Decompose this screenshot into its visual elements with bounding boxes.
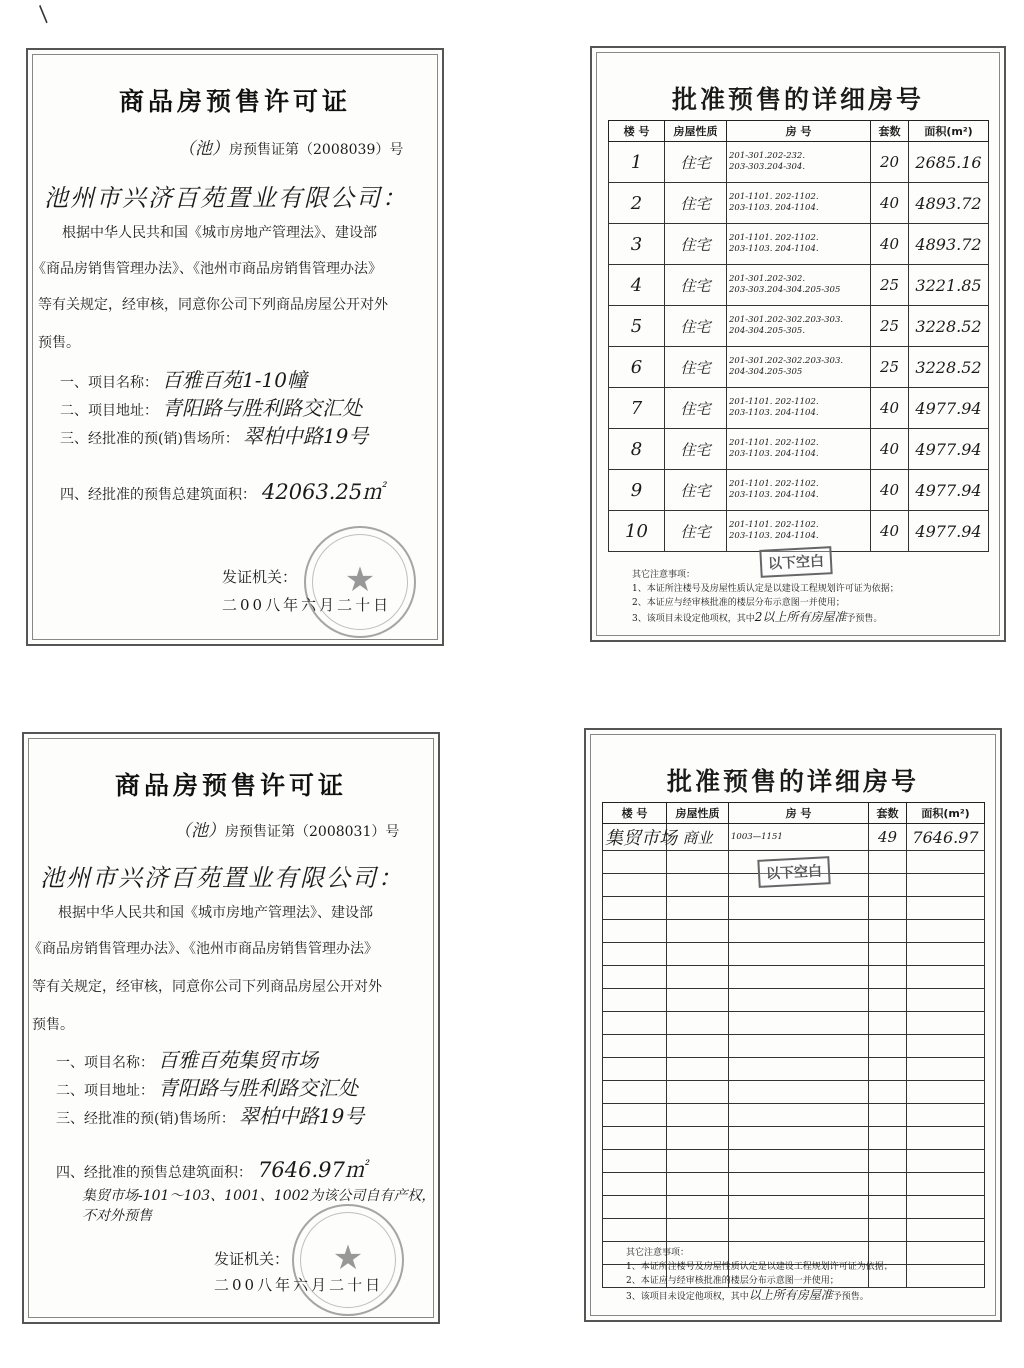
- empty-cell: [729, 1150, 869, 1173]
- table-row: [609, 224, 989, 265]
- total-area-label: 四、经批准的预售总建筑面积：: [56, 1165, 252, 1181]
- empty-table-row: [603, 1219, 985, 1242]
- certificate-number-text: 房预售证第（2008031）号: [225, 824, 400, 840]
- official-seal: [292, 1204, 404, 1316]
- room-range: 201-1101. 202-1102.: [729, 479, 819, 489]
- empty-cell: [667, 851, 729, 874]
- project-name-label: 一、项目名称：: [60, 375, 158, 391]
- issuer-label: 发证机关：: [214, 1250, 290, 1268]
- empty-table-row: [603, 1104, 985, 1127]
- empty-cell: [869, 874, 907, 897]
- notes-block: [632, 568, 899, 626]
- empty-table-row: [603, 1035, 985, 1058]
- empty-table-row: [603, 1150, 985, 1173]
- area-cell: 4977.94: [909, 429, 989, 470]
- empty-cell: [869, 1104, 907, 1127]
- empty-cell: [907, 1196, 985, 1219]
- note-line: 1、本证所注楼号及房屋性质认定是以建设工程规划许可证为依据；: [626, 1262, 893, 1272]
- area-cell: 4977.94: [909, 511, 989, 552]
- note-line-3: [626, 1288, 893, 1304]
- project-name-row: [60, 364, 307, 393]
- certificate-number-prefix: （池）: [178, 139, 229, 159]
- count-cell: 40: [871, 224, 909, 265]
- empty-table-row: [603, 1058, 985, 1081]
- room-range: 201-301.202-302.: [729, 274, 806, 284]
- nature-cell: 住宅: [665, 347, 727, 388]
- room-range: 203-1103. 204-1104.: [729, 408, 819, 418]
- official-seal: [304, 526, 416, 638]
- empty-cell: [907, 1150, 985, 1173]
- rooms-cell: [727, 429, 871, 470]
- empty-cell: [907, 1219, 985, 1242]
- building-cell: 5: [609, 306, 665, 347]
- sales-office-value: 翠柏中路19号: [242, 424, 369, 448]
- room-table-header: [603, 803, 985, 824]
- empty-cell: [667, 1058, 729, 1081]
- rooms-cell: [727, 265, 871, 306]
- notes-block: [626, 1246, 893, 1304]
- empty-cell: [667, 966, 729, 989]
- nature-cell: 住宅: [665, 142, 727, 183]
- count-cell: 25: [871, 265, 909, 306]
- nature-cell: 住宅: [665, 470, 727, 511]
- empty-cell: [729, 920, 869, 943]
- sales-office-row: [60, 420, 368, 449]
- nature-cell: 住宅: [665, 183, 727, 224]
- count-cell: 40: [871, 183, 909, 224]
- room-range: 203-303.204-304.205-305: [729, 285, 841, 295]
- company-name: 池州市兴济百苑置业有限公司：: [40, 864, 404, 892]
- building-cell: 2: [609, 183, 665, 224]
- empty-cell: [603, 1127, 667, 1150]
- room-detail-sheet-2: [584, 728, 1002, 1322]
- area-cell: 4977.94: [909, 470, 989, 511]
- nature-cell: 商业: [667, 824, 729, 851]
- note-line: 2、本证应与经审核批准的楼层分布示意图一并使用；: [626, 1276, 839, 1286]
- rooms-cell: [727, 347, 871, 388]
- empty-cell: [603, 1058, 667, 1081]
- empty-cell: [907, 966, 985, 989]
- empty-cell: [667, 1035, 729, 1058]
- room-range: 201-1101. 202-1102.: [729, 520, 819, 530]
- col-count: 套数: [869, 803, 907, 824]
- empty-table-row: [603, 966, 985, 989]
- building-cell: 3: [609, 224, 665, 265]
- note-handwriting: 以上所有房屋准: [748, 1288, 833, 1302]
- building-cell: 8: [609, 429, 665, 470]
- empty-cell: [907, 1012, 985, 1035]
- empty-cell: [869, 897, 907, 920]
- issuer-label: 发证机关：: [222, 568, 298, 586]
- empty-cell: [907, 1173, 985, 1196]
- empty-cell: [667, 989, 729, 1012]
- empty-table-row: [603, 943, 985, 966]
- project-name-label: 一、项目名称：: [56, 1055, 154, 1071]
- empty-cell: [869, 920, 907, 943]
- count-cell: 20: [871, 142, 909, 183]
- table-row: [609, 265, 989, 306]
- empty-cell: [603, 1196, 667, 1219]
- certificate-title: 商品房预售许可证: [118, 87, 351, 116]
- handwritten-note: 集贸市场-101～103、1001、1002为该公司自有产权，不对外预售: [82, 1188, 436, 1224]
- empty-cell: [729, 1012, 869, 1035]
- col-building: 楼 号: [603, 803, 667, 824]
- certificate-title: 商品房预售许可证: [114, 771, 347, 800]
- nature-cell: 住宅: [665, 511, 727, 552]
- empty-cell: [729, 897, 869, 920]
- empty-cell: [667, 920, 729, 943]
- table-row: [609, 429, 989, 470]
- area-cell: 2685.16: [909, 142, 989, 183]
- count-cell: 25: [871, 347, 909, 388]
- project-address-value: 青阳路与胜利路交汇处: [162, 396, 362, 420]
- empty-table-row: [603, 920, 985, 943]
- area-cell: 4893.72: [909, 183, 989, 224]
- project-address-row: [56, 1072, 358, 1101]
- body-line: 《商品房销售管理办法》、《池州市商品房销售管理办法》: [32, 261, 382, 277]
- area-cell: 4893.72: [909, 224, 989, 265]
- empty-cell: [869, 966, 907, 989]
- total-area-value: 7646.97㎡: [258, 1158, 366, 1182]
- empty-cell: [603, 966, 667, 989]
- empty-cell: [869, 1173, 907, 1196]
- building-cell: 7: [609, 388, 665, 429]
- empty-cell: [729, 1035, 869, 1058]
- empty-cell: [667, 1081, 729, 1104]
- empty-table-row: [603, 897, 985, 920]
- empty-table-row: [603, 1081, 985, 1104]
- empty-cell: [603, 1173, 667, 1196]
- empty-cell: [603, 1012, 667, 1035]
- building-cell: 10: [609, 511, 665, 552]
- empty-cell: [869, 943, 907, 966]
- area-cell: 3228.52: [909, 347, 989, 388]
- empty-cell: [869, 1012, 907, 1035]
- room-detail-title: 批准预售的详细房号: [666, 767, 919, 796]
- total-area-row: [60, 476, 383, 506]
- empty-cell: [603, 1150, 667, 1173]
- table-row: [609, 470, 989, 511]
- empty-table-row: [603, 989, 985, 1012]
- rooms-cell: [727, 224, 871, 265]
- note-line-text: 3、该项目未设定他项权，其中: [626, 1292, 749, 1302]
- certificate-number-text: 房预售证第（2008039）号: [229, 142, 404, 158]
- empty-cell: [667, 1173, 729, 1196]
- body-line: 预售。: [38, 335, 80, 351]
- empty-cell: [869, 1127, 907, 1150]
- seal-star-icon: ★: [332, 1238, 364, 1278]
- area-cell: 7646.97: [907, 824, 985, 851]
- count-cell: 49: [869, 824, 907, 851]
- empty-cell: [603, 897, 667, 920]
- empty-cell: [729, 1081, 869, 1104]
- room-range: 201-301.202-302.203-303.: [729, 315, 844, 325]
- empty-cell: [603, 874, 667, 897]
- room-range: 204-304.205-305.: [729, 326, 806, 336]
- note-line-3: [632, 610, 899, 626]
- col-nature: 房屋性质: [667, 803, 729, 824]
- empty-cell: [907, 1081, 985, 1104]
- room-range: 201-1101. 202-1102.: [729, 438, 819, 448]
- note-line-tail: 予预售。: [846, 614, 883, 624]
- rooms-cell: [727, 183, 871, 224]
- seal-star-icon: ★: [344, 560, 376, 600]
- rooms-cell: [727, 142, 871, 183]
- empty-cell: [729, 943, 869, 966]
- empty-cell: [603, 1081, 667, 1104]
- empty-cell: [603, 943, 667, 966]
- body-line: 等有关规定，经审核，同意你公司下列商品房屋公开对外: [38, 297, 388, 313]
- empty-cell: [907, 1104, 985, 1127]
- area-cell: 4977.94: [909, 388, 989, 429]
- blank-below-stamp: 以下空白: [759, 546, 832, 578]
- room-range: 203-1103. 204-1104.: [729, 449, 819, 459]
- count-cell: 40: [871, 470, 909, 511]
- empty-cell: [907, 874, 985, 897]
- empty-cell: [667, 1127, 729, 1150]
- project-name-value: 百雅百苑集贸市场: [158, 1048, 318, 1072]
- empty-cell: [729, 1127, 869, 1150]
- body-line: 根据中华人民共和国《城市房地产管理法》、建设部: [62, 225, 377, 241]
- room-range: 203-1103. 204-1104.: [729, 531, 819, 541]
- body-line: 预售。: [32, 1017, 74, 1033]
- note-line: 2、本证应与经审核批准的楼层分布示意图一并使用；: [632, 598, 845, 608]
- sales-office-value: 翠柏中路19号: [238, 1104, 365, 1128]
- rooms-cell: [729, 824, 869, 851]
- count-cell: 40: [871, 429, 909, 470]
- nature-cell: 住宅: [665, 265, 727, 306]
- empty-cell: [869, 1150, 907, 1173]
- table-row: [609, 183, 989, 224]
- total-area-value: 42063.25㎡: [262, 480, 384, 504]
- col-area: 面积(m²): [907, 803, 985, 824]
- empty-cell: [667, 1219, 729, 1242]
- count-cell: 25: [871, 306, 909, 347]
- col-area: 面积(m²): [909, 121, 989, 142]
- certificate-number-prefix: （池）: [174, 821, 225, 841]
- col-rooms: 房 号: [729, 803, 869, 824]
- col-nature: 房屋性质: [665, 121, 727, 142]
- project-address-label: 二、项目地址：: [56, 1083, 154, 1099]
- empty-cell: [603, 1104, 667, 1127]
- empty-cell: [869, 1035, 907, 1058]
- project-address-label: 二、项目地址：: [60, 403, 158, 419]
- rooms-cell: [727, 470, 871, 511]
- col-rooms: 房 号: [727, 121, 871, 142]
- empty-cell: [907, 1058, 985, 1081]
- room-detail-title: 批准预售的详细房号: [671, 85, 924, 114]
- empty-cell: [869, 1081, 907, 1104]
- empty-cell: [729, 989, 869, 1012]
- col-building: 楼 号: [609, 121, 665, 142]
- project-address-row: [60, 392, 362, 421]
- body-line: 《商品房销售管理办法》、《池州市商品房销售管理办法》: [28, 941, 378, 957]
- building-cell: 4: [609, 265, 665, 306]
- empty-cell: [907, 851, 985, 874]
- empty-cell: [667, 1196, 729, 1219]
- notes-title: 其它注意事项：: [632, 570, 696, 580]
- building-cell: 6: [609, 347, 665, 388]
- room-range: 204-304.205-305: [729, 367, 803, 377]
- room-range: 201-1101. 202-1102.: [729, 397, 819, 407]
- issue-date: 二00八年六月二十日: [222, 596, 392, 614]
- room-range: 201-301.202-302.203-303.: [729, 356, 844, 366]
- room-range: 203-303.204-304.: [729, 162, 806, 172]
- certificate-number: [174, 816, 399, 841]
- body-line: 根据中华人民共和国《城市房地产管理法》、建设部: [58, 905, 373, 921]
- empty-cell: [667, 874, 729, 897]
- note-handwriting: 2以上所有房屋准: [754, 610, 847, 624]
- issue-date: 二00八年六月二十日: [214, 1276, 384, 1294]
- building-cell: 集贸市场: [603, 824, 667, 851]
- rooms-cell: [727, 511, 871, 552]
- empty-table-row: [603, 1012, 985, 1035]
- note-line-text: 3、该项目未设定他项权，其中: [632, 614, 755, 624]
- scan-pen-mark: /: [32, 2, 55, 27]
- empty-cell: [667, 1012, 729, 1035]
- table-row: [609, 511, 989, 552]
- empty-cell: [869, 1219, 907, 1242]
- nature-cell: 住宅: [665, 224, 727, 265]
- table-row: [609, 347, 989, 388]
- building-cell: 9: [609, 470, 665, 511]
- sales-office-label: 三、经批准的预(销)售场所：: [60, 431, 239, 447]
- empty-cell: [667, 897, 729, 920]
- room-range: 203-1103. 204-1104.: [729, 203, 819, 213]
- count-cell: 40: [871, 388, 909, 429]
- count-cell: 40: [871, 511, 909, 552]
- presale-certificate-2: [22, 732, 440, 1324]
- empty-cell: [907, 1265, 985, 1288]
- empty-table-row: [603, 1196, 985, 1219]
- sales-office-row: [56, 1100, 364, 1129]
- room-table: [608, 120, 989, 552]
- total-area-label: 四、经批准的预售总建筑面积：: [60, 487, 256, 503]
- room-range: 201-1101. 202-1102.: [729, 192, 819, 202]
- room-range: 201-301.202-232.: [729, 151, 806, 161]
- building-cell: 1: [609, 142, 665, 183]
- empty-cell: [603, 989, 667, 1012]
- empty-cell: [907, 920, 985, 943]
- table-row: [609, 388, 989, 429]
- empty-cell: [729, 1058, 869, 1081]
- empty-cell: [907, 943, 985, 966]
- sales-office-label: 三、经批准的预(销)售场所：: [56, 1111, 235, 1127]
- empty-cell: [603, 1219, 667, 1242]
- area-cell: 3221.85: [909, 265, 989, 306]
- note-line: 1、本证所注楼号及房屋性质认定是以建设工程规划许可证为依据；: [632, 584, 899, 594]
- empty-table-row: [603, 1173, 985, 1196]
- empty-cell: [869, 851, 907, 874]
- project-address-value: 青阳路与胜利路交汇处: [158, 1076, 358, 1100]
- room-range: 203-1103. 204-1104.: [729, 490, 819, 500]
- room-range: 201-1101. 202-1102.: [729, 233, 819, 243]
- project-name-value: 百雅百苑1-10幢: [162, 368, 307, 392]
- empty-cell: [907, 897, 985, 920]
- empty-cell: [729, 1219, 869, 1242]
- table-row: [609, 306, 989, 347]
- empty-cell: [907, 1035, 985, 1058]
- room-range: 1003—1151: [731, 831, 783, 842]
- empty-cell: [603, 1035, 667, 1058]
- empty-cell: [729, 966, 869, 989]
- empty-cell: [667, 1104, 729, 1127]
- empty-cell: [869, 1196, 907, 1219]
- empty-cell: [729, 1196, 869, 1219]
- certificate-number: [178, 134, 403, 159]
- empty-cell: [729, 1173, 869, 1196]
- note-line-tail: 予预售。: [832, 1292, 869, 1302]
- empty-cell: [603, 920, 667, 943]
- empty-cell: [667, 943, 729, 966]
- notes-title: 其它注意事项：: [626, 1248, 690, 1258]
- project-name-row: [56, 1044, 318, 1073]
- empty-cell: [729, 1104, 869, 1127]
- room-detail-sheet-1: [590, 46, 1006, 642]
- empty-table-row: [603, 1127, 985, 1150]
- room-range: 203-1103. 204-1104.: [729, 244, 819, 254]
- table-row: [609, 142, 989, 183]
- total-area-row: [56, 1154, 366, 1184]
- empty-cell: [869, 989, 907, 1012]
- empty-cell: [907, 1242, 985, 1265]
- blank-below-stamp: 以下空白: [757, 856, 830, 888]
- rooms-cell: [727, 306, 871, 347]
- empty-cell: [869, 1058, 907, 1081]
- col-count: 套数: [871, 121, 909, 142]
- rooms-cell: [727, 388, 871, 429]
- empty-cell: [603, 851, 667, 874]
- room-table-header: [609, 121, 989, 142]
- table-row: [603, 824, 985, 851]
- empty-cell: [907, 989, 985, 1012]
- area-cell: 3228.52: [909, 306, 989, 347]
- nature-cell: 住宅: [665, 306, 727, 347]
- empty-cell: [667, 1150, 729, 1173]
- body-line: 等有关规定，经审核，同意你公司下列商品房屋公开对外: [32, 979, 382, 995]
- empty-cell: [907, 1127, 985, 1150]
- company-name: 池州市兴济百苑置业有限公司：: [44, 184, 408, 212]
- nature-cell: 住宅: [665, 388, 727, 429]
- nature-cell: 住宅: [665, 429, 727, 470]
- presale-certificate-1: [26, 48, 444, 646]
